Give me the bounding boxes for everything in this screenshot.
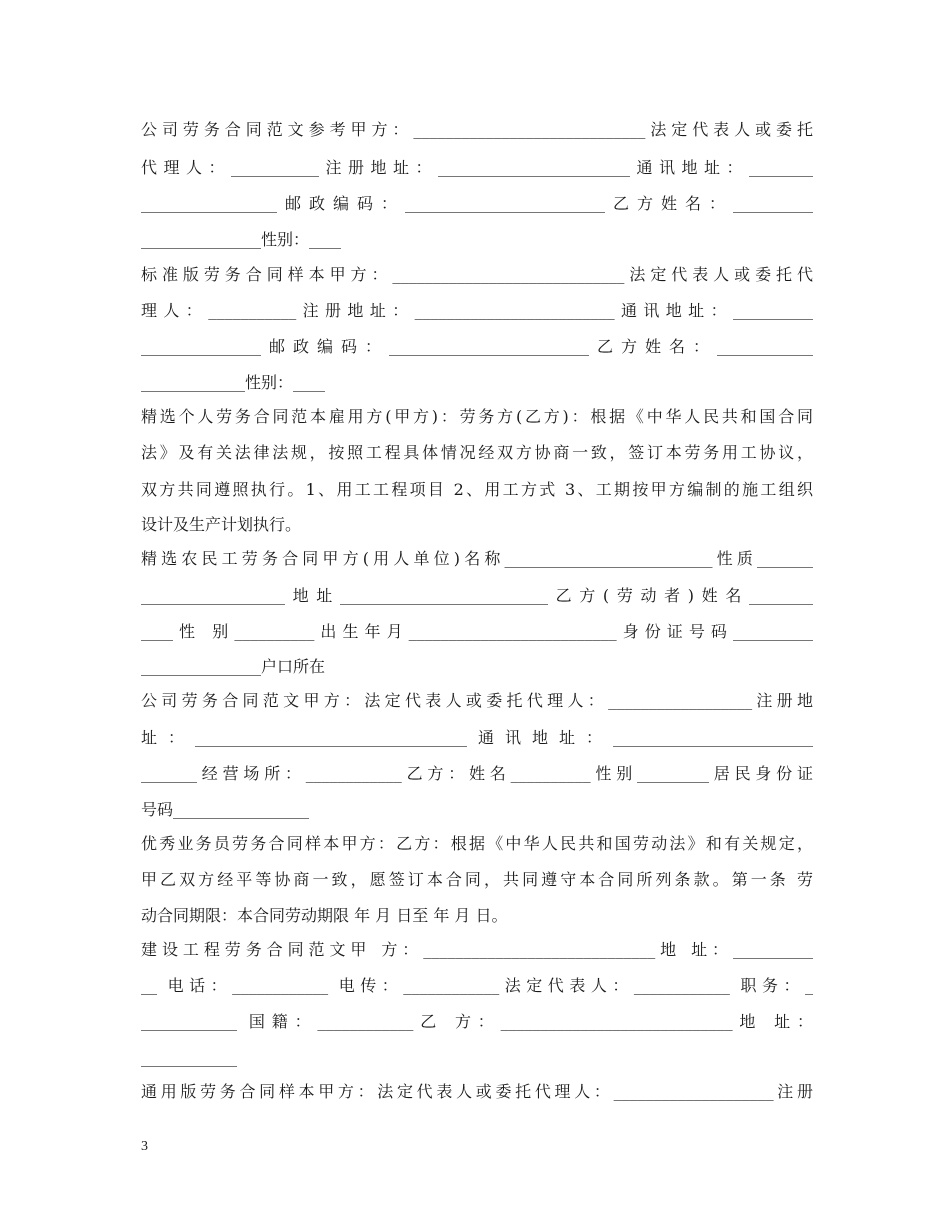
text-line: 甲乙双方经平等协商一致，愿签订本合同，共同遵守本合同所列条款。第一条 劳 <box>141 870 813 889</box>
text-line: ____性 别__________出生年月__________________________身份证号码__________ <box>141 622 813 641</box>
text-line: 精选个人劳务合同范本雇用方(甲方)：劳务方(乙方)：根据《中华人民共和国合同 <box>141 407 813 426</box>
text-line: __________________地址__________________________乙方(劳动者)姓名________ <box>141 586 813 605</box>
text-line: _______________户口所在 <box>141 657 326 676</box>
text-line: ____________ <box>141 1048 237 1067</box>
text-line: 公司劳务合同范文甲方：法定代表人或委托代理人：__________________注册地 <box>141 691 813 710</box>
text-line: 代理人：___________注册地址：________________________通讯地址：________ <box>141 158 813 177</box>
text-line: 动合同期限：本合同劳动期限 年 月 日至 年 月 日。 <box>141 906 508 925</box>
text-line: 双方共同遵照执行。1、用工工程项目 2、用工方式 3、工期按甲方编制的施工组织 <box>141 480 813 499</box>
text-line: 精选农民工劳务合同甲方(用人单位)名称__________________________性质_______ <box>141 549 813 568</box>
text-line: 建设工程劳务合同范文甲 方：_____________________________地 址：__________ <box>141 940 813 959</box>
text-line: 号码_________________ <box>141 800 310 819</box>
text-line: 址：__________________________________通讯地址：_________________________ <box>141 728 813 747</box>
text-line: 公司劳务合同范文参考甲方：_____________________________法定代表人或委托 <box>141 120 813 139</box>
text-line: 通用版劳务合同样本甲方：法定代表人或委托代理人：____________________注册 <box>141 1082 813 1101</box>
text-line: _________________邮政编码：_________________________乙方姓名：__________ <box>141 194 813 213</box>
text-line: 理人：___________注册地址：_________________________通讯地址：__________ <box>141 301 813 320</box>
text-line: __ 电话：____________ 电传：____________法定代表人：____________ 职务：_ <box>141 976 813 995</box>
text-line: 法》及有关法律法规，按照工程具体情况经双方协商一致，签订本劳务用工协议， <box>141 443 813 462</box>
text-line: _______________性别：____ <box>141 230 342 249</box>
text-line: 优秀业务员劳务合同样本甲方：乙方：根据《中华人民共和国劳动法》和有关规定， <box>141 834 813 853</box>
page-number: 3 <box>141 1139 148 1154</box>
text-line: _______________邮政编码：_________________________乙方姓名：____________ <box>141 337 813 356</box>
text-line: _____________性别：____ <box>141 373 326 392</box>
text-line: 设计及生产计划执行。 <box>141 515 302 534</box>
text-line: 标准版劳务合同样本甲方：_____________________________法定代表人或委托代 <box>141 265 813 284</box>
text-line: ____________ 国籍：____________乙 方：_____________________________地 址： <box>141 1012 813 1031</box>
text-line: _______经营场所：____________乙方：姓名__________性别_________居民身份证 <box>141 764 813 783</box>
